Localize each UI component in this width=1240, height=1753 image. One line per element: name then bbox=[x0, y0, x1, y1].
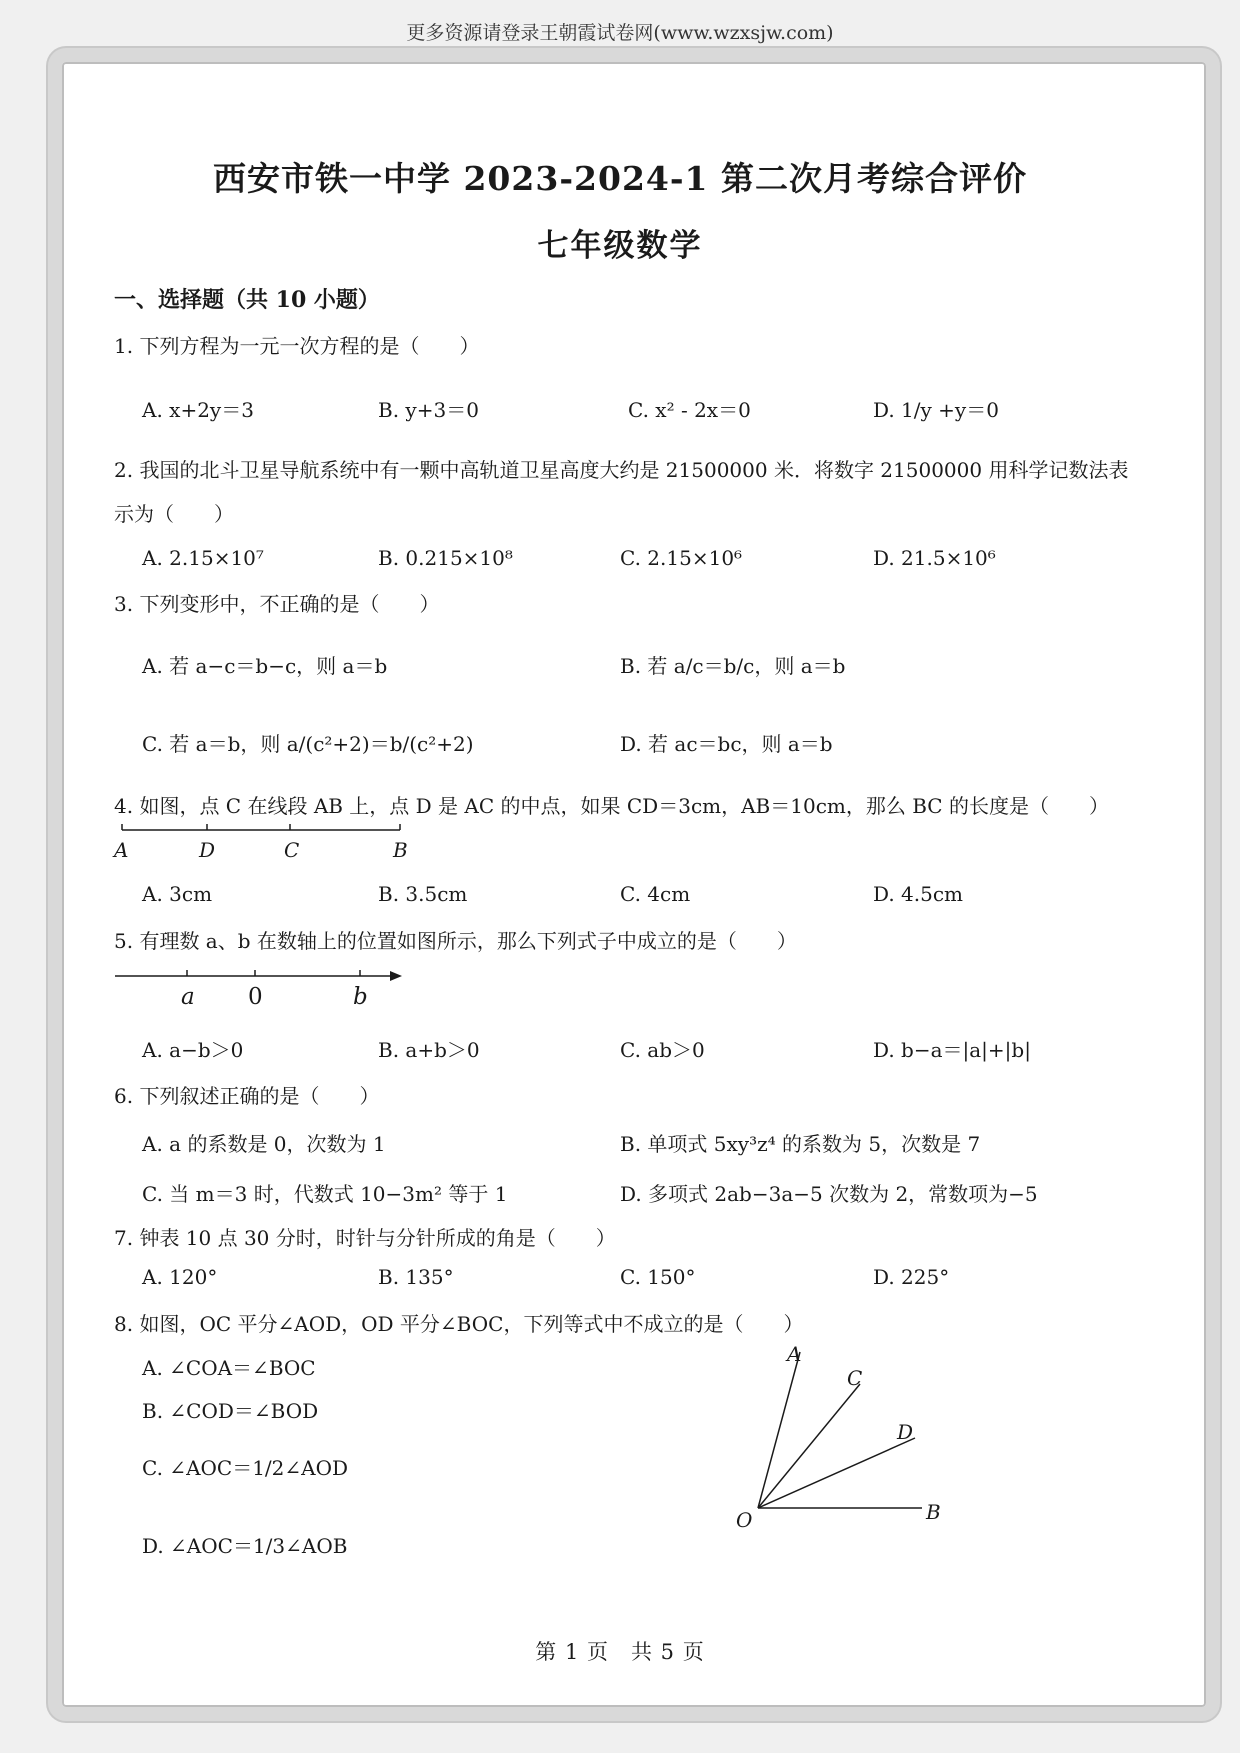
q8-option-d: D. ∠AOC＝1/3∠AOB bbox=[142, 1534, 348, 1558]
q3-option-a: A. 若 a−c＝b−c，则 a＝b bbox=[142, 654, 388, 678]
q8-option-c: C. ∠AOC＝1/2∠AOD bbox=[142, 1456, 349, 1480]
q7-option-c: C. 150° bbox=[620, 1265, 696, 1289]
arrow-right-icon bbox=[390, 971, 402, 981]
ray-oa bbox=[758, 1352, 800, 1508]
q1-option-b: B. y+3＝0 bbox=[378, 398, 479, 422]
q5-option-c: C. ab＞0 bbox=[620, 1038, 705, 1062]
question-8-stem: 8. 如图，OC 平分∠AOD，OD 平分∠BOC，下列等式中不成立的是（ ） bbox=[114, 1312, 804, 1336]
q4-option-a: A. 3cm bbox=[142, 882, 213, 906]
exam-subtitle: 七年级数学 bbox=[537, 228, 703, 264]
q2-option-a: A. 2.15×10⁷ bbox=[142, 546, 264, 570]
q3-option-c: C. 若 a＝b，则 a/(c²+2)＝b/(c²+2) bbox=[142, 732, 474, 756]
q4-label-c: C bbox=[284, 838, 300, 862]
q8-label-a: A bbox=[787, 1342, 802, 1366]
q8-label-c: C bbox=[847, 1366, 863, 1390]
question-5-stem: 5. 有理数 a、b 在数轴上的位置如图所示，那么下列式子中成立的是（ ） bbox=[114, 929, 797, 953]
q4-option-c: C. 4cm bbox=[620, 882, 691, 906]
q6-option-b: B. 单项式 5xy³z⁴ 的系数为 5，次数是 7 bbox=[620, 1132, 981, 1156]
q8-option-b: B. ∠COD＝∠BOD bbox=[142, 1399, 319, 1423]
q4-label-d: D bbox=[199, 838, 216, 862]
q4-label-a: A bbox=[114, 838, 129, 862]
q3-option-d: D. 若 ac＝bc，则 a＝b bbox=[620, 732, 833, 756]
question-4-stem: 4. 如图，点 C 在线段 AB 上，点 D 是 AC 的中点，如果 CD＝3cm，AB＝10cm，那么 BC 的长度是（ ） bbox=[114, 794, 1109, 818]
page-number: 第 1 页 共 5 页 bbox=[535, 1640, 705, 1664]
ray-oc bbox=[758, 1384, 860, 1508]
question-7-stem: 7. 钟表 10 点 30 分时，时针与分针所成的角是（ ） bbox=[114, 1226, 616, 1250]
q7-option-b: B. 135° bbox=[378, 1265, 454, 1289]
segment-figure bbox=[110, 820, 410, 840]
q6-option-c: C. 当 m＝3 时，代数式 10−3m² 等于 1 bbox=[142, 1182, 508, 1206]
question-6-stem: 6. 下列叙述正确的是（ ） bbox=[114, 1084, 380, 1108]
q5-option-d: D. b−a＝|a|+|b| bbox=[873, 1038, 1031, 1062]
ray-od bbox=[758, 1438, 915, 1508]
q4-label-b: B bbox=[393, 838, 408, 862]
q2-option-d: D. 21.5×10⁶ bbox=[873, 546, 996, 570]
q2-option-c: C. 2.15×10⁶ bbox=[620, 546, 743, 570]
question-1-stem: 1. 下列方程为一元一次方程的是（ ） bbox=[114, 334, 480, 358]
q4-option-b: B. 3.5cm bbox=[378, 882, 468, 906]
q1-option-a: A. x+2y＝3 bbox=[142, 398, 254, 422]
q5-label-b: b bbox=[353, 984, 368, 1010]
number-line-figure bbox=[110, 966, 410, 986]
q6-option-a: A. a 的系数是 0，次数为 1 bbox=[142, 1132, 386, 1156]
q8-label-b: B bbox=[926, 1500, 941, 1524]
q4-option-d: D. 4.5cm bbox=[873, 882, 964, 906]
question-3-stem: 3. 下列变形中，不正确的是（ ） bbox=[114, 592, 440, 616]
question-2-stem: 2. 我国的北斗卫星导航系统中有一颗中高轨道卫星高度大约是 21500000 米．将数字 21500000 用科学记数法表示为（ ） bbox=[114, 458, 1129, 526]
q5-label-a: a bbox=[181, 984, 195, 1010]
site-watermark-note: 更多资源请登录王朝霞试卷网(www.wzxsjw.com) bbox=[406, 22, 834, 44]
q8-label-d: D bbox=[897, 1420, 914, 1444]
q8-option-a: A. ∠COA＝∠BOC bbox=[142, 1356, 316, 1380]
q3-option-b: B. 若 a/c＝b/c，则 a＝b bbox=[620, 654, 846, 678]
q5-option-b: B. a+b＞0 bbox=[378, 1038, 480, 1062]
q5-option-a: A. a−b＞0 bbox=[142, 1038, 244, 1062]
q7-option-d: D. 225° bbox=[873, 1265, 950, 1289]
q7-option-a: A. 120° bbox=[142, 1265, 218, 1289]
q6-option-d: D. 多项式 2ab−3a−5 次数为 2，常数项为−5 bbox=[620, 1182, 1038, 1206]
q1-option-d: D. 1/y +y＝0 bbox=[873, 398, 999, 422]
q1-option-c: C. x² - 2x＝0 bbox=[628, 398, 751, 422]
q5-label-zero: 0 bbox=[248, 984, 263, 1010]
exam-title: 西安市铁一中学 2023-2024-1 第二次月考综合评价 bbox=[212, 159, 1028, 198]
q8-label-o: O bbox=[736, 1508, 753, 1532]
q2-option-b: B. 0.215×10⁸ bbox=[378, 546, 513, 570]
section-heading: 一、选择题（共 10 小题） bbox=[114, 287, 380, 313]
